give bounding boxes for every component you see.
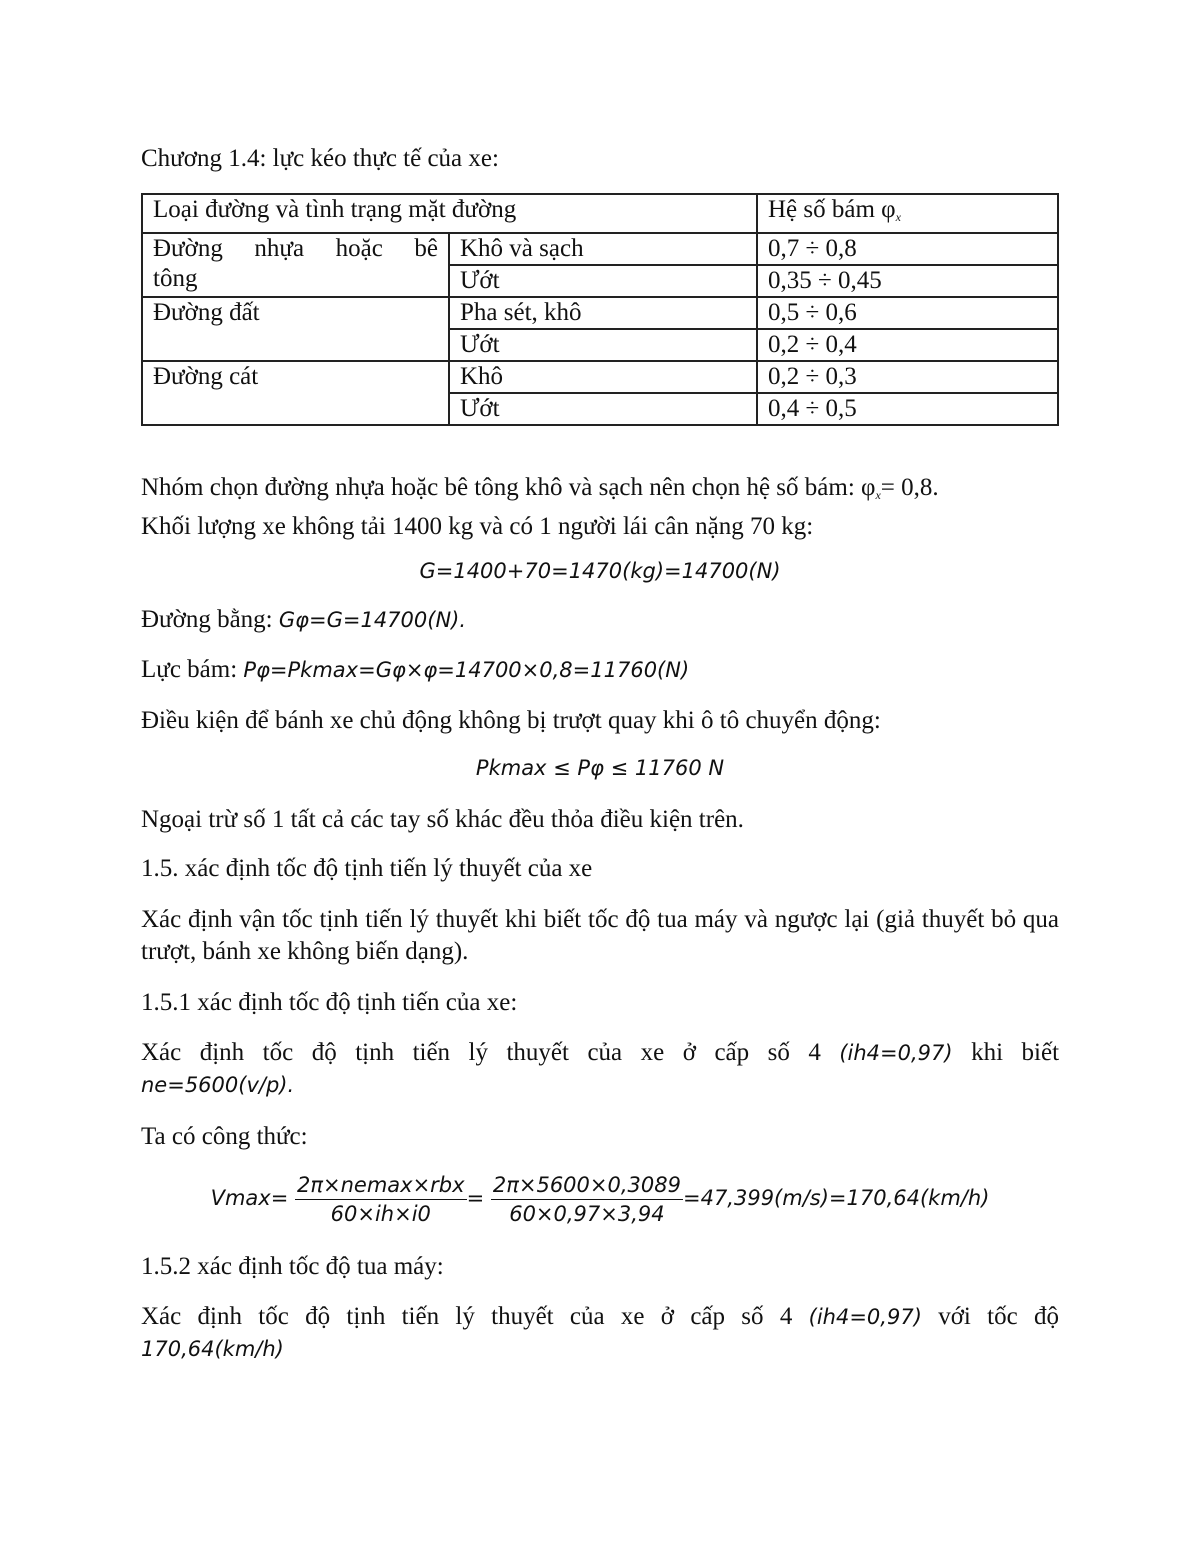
section-heading-1-5-1: 1.5.1 xác định tốc độ tịnh tiến của xe: <box>141 989 518 1016</box>
paragraph-1-5-2: Xác định tốc độ tịnh tiến lý thuyết của xe ở cấp số 4 (ih4=0,97) với tốc độ 170,64(km/h) <box>141 1303 1059 1361</box>
table-header-row <box>142 194 1058 233</box>
road-asphalt-cell: Đường nhựa hoặc bê tông <box>142 233 449 297</box>
header-coefficient: Hệ số bám $\varphi_x$ <box>757 194 1058 233</box>
table-row <box>142 297 1058 329</box>
table-row <box>142 233 1058 265</box>
coefficient-cell: 0,4 ÷ 0,5 <box>757 393 1058 425</box>
fraction-values: $\frac{2\pi\times 5600\times 0,3089}{60\times 0,97\times 3,94}$ <box>492 1172 681 1226</box>
road-sand-cell: Đường cát <box>142 361 449 425</box>
paragraph-condition: Điều kiện để bánh xe chủ động không bị trượt quay khi ô tô chuyển động: <box>141 707 881 734</box>
condition-cell: Ướt <box>449 329 757 361</box>
paragraph-formula-intro: Ta có công thức: <box>141 1123 308 1150</box>
fraction-general: $\frac{\text{2π×nemax×rbx}}{60\times ih\times i0}$ <box>297 1172 465 1226</box>
paragraph-1-5-1: Xác định tốc độ tịnh tiến lý thuyết của xe ở cấp số 4 (ih4=0,97) khi biết ne=5600(v/p). <box>141 1039 1060 1097</box>
condition-cell: Khô <box>449 361 757 393</box>
paragraph-1-5: Xác định vận tốc tịnh tiến lý thuyết khi biết tốc độ tua máy và ngược lại (giả thuyết bỏ qua trượt, bánh xe không biến dạng). <box>141 906 1059 965</box>
equation-weight: G=1400+70=1470(kg)=14700(N) <box>419 559 781 583</box>
condition-cell: Khô và sạch <box>449 233 757 265</box>
section-heading-1-5-2: 1.5.2 xác định tốc độ tua máy: <box>141 1253 444 1280</box>
table-row <box>142 361 1058 393</box>
header-road-type: Loại đường và tình trạng mặt đường <box>142 194 757 233</box>
equation-velocity: Vmax= $\frac{\text{2π×nemax×rbx}}{60\times ih\times i0}$ = $\frac{2\pi\times 5600\times 0,3089}{60\times 0,97\times 3,94}$ =47,399(m/s)=170,64(km/h) <box>210 1172 990 1226</box>
condition-cell: Ướt <box>449 393 757 425</box>
condition-cell: Pha sét, khô <box>449 297 757 329</box>
road-dirt-cell: Đường đất <box>142 297 449 361</box>
section-heading-1-4: Chương 1.4: lực kéo thực tế của xe: <box>141 145 499 172</box>
condition-cell: Ướt <box>449 265 757 297</box>
section-heading-1-5: 1.5. xác định tốc độ tịnh tiến lý thuyết của xe <box>141 855 593 882</box>
paragraph-flat-road: Đường bằng: Gφ=G=14700(N). <box>141 606 467 633</box>
coefficient-cell: 0,7 ÷ 0,8 <box>757 233 1058 265</box>
coefficient-cell: 0,2 ÷ 0,3 <box>757 361 1058 393</box>
coefficient-cell: 0,5 ÷ 0,6 <box>757 297 1058 329</box>
coefficient-cell: 0,35 ÷ 0,45 <box>757 265 1058 297</box>
equation-condition: Pkmax ≤ Pφ ≤ 11760 N <box>475 756 725 780</box>
coefficient-cell: 0,2 ÷ 0,4 <box>757 329 1058 361</box>
paragraph-exception: Ngoại trừ số 1 tất cả các tay số khác đều thỏa điều kiện trên. <box>141 806 744 833</box>
adhesion-coefficient-table <box>141 193 1059 426</box>
paragraph-grip-force: Lực bám: Pφ=Pkmax=Gφ×φ=14700×0,8=11760(N) <box>141 656 690 683</box>
paragraph-selection: Nhóm chọn đường nhựa hoặc bê tông khô và sạch nên chọn hệ số bám: $\varphi_x= 0,8$. Khối lượng xe không tải 1400 kg và có 1 người lái cân nặng 70 kg: <box>141 474 939 540</box>
